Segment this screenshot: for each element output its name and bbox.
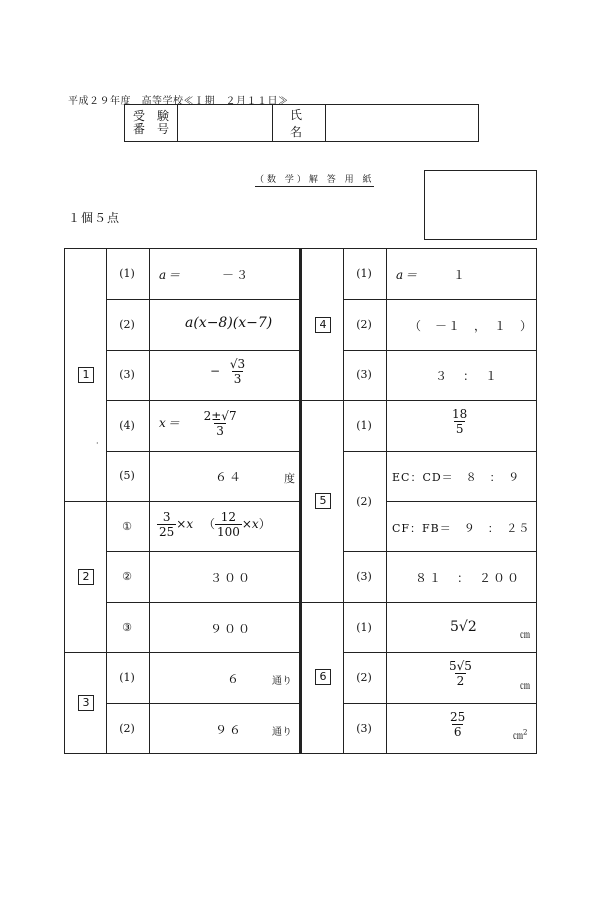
q1-3-number: (3) [119, 368, 135, 381]
q1-4-answer [159, 409, 239, 438]
answer-grid [64, 248, 537, 754]
q2-1-open-paren: （ [202, 517, 215, 531]
q5-1-fraction [450, 407, 469, 436]
q2-1-tail-a: ×x [176, 517, 194, 531]
q2-1-numerator-b: 12 [220, 510, 237, 524]
q4-1-number: (1) [356, 267, 372, 280]
q3-2-unit: 通り [272, 727, 292, 738]
q6-1-unit: ㎝ [520, 630, 530, 641]
q1-5-answer: ６４ [215, 470, 244, 484]
q1-2-answer: a(x−8)(x−7) [185, 315, 273, 331]
q1-2-number: (2) [119, 318, 135, 331]
q6-3-number: (3) [356, 722, 372, 735]
q2-1-tail-b: ×x [241, 517, 259, 531]
q1-3-answer [210, 357, 247, 386]
q6-3-unit-exponent: 2 [523, 728, 528, 737]
name-field[interactable] [326, 105, 479, 142]
q2-1-denominator-a: 25 [159, 525, 175, 539]
q1-1-number: (1) [119, 267, 135, 280]
q4-1-lhs: a＝ [396, 268, 420, 282]
question-4-label: 4 [315, 317, 331, 333]
exam-number-label [125, 105, 178, 142]
q4-2-answer: （ －１ ， １ ） [409, 319, 534, 333]
q6-3-unit-text: ㎝ [513, 731, 523, 742]
q1-3-numerator: √3 [229, 357, 246, 371]
q1-4-number: (4) [119, 419, 135, 432]
exam-number-label-bottom: 番 号 [132, 122, 169, 136]
q4-2-number: (2) [356, 318, 372, 331]
q1-3-denominator: 3 [233, 372, 242, 386]
q2-1-denominator-b: 100 [216, 525, 240, 539]
q3-2-answer: ９６ [215, 723, 244, 737]
exam-number-label-top: 受 験 [132, 109, 169, 123]
q5-1-denominator: 5 [455, 422, 464, 436]
q6-1-number: (1) [356, 621, 372, 634]
q1-1-value: －３ [221, 268, 250, 282]
q3-1-number: (1) [119, 671, 135, 684]
stray-mark: · [96, 439, 99, 448]
q1-1-lhs: a＝ [159, 268, 183, 282]
q4-3-answer: ３ ： １ [435, 369, 500, 383]
q3-1-answer: ６ [227, 672, 242, 686]
question-5-label: 5 [315, 493, 331, 509]
q6-3-numerator: 25 [450, 710, 466, 724]
q6-2-number: (2) [356, 671, 372, 684]
score-box[interactable] [424, 170, 537, 240]
points-note: １個５点 [68, 211, 121, 225]
q2-2-number: ② [122, 570, 132, 583]
q6-3-denominator: 6 [453, 725, 462, 739]
q2-3-answer: ９００ [210, 622, 253, 636]
name-label: 氏 名 [273, 105, 326, 142]
q1-3-fraction [228, 357, 247, 386]
q4-3-number: (3) [356, 368, 372, 381]
exam-header: 平成２９年度 高等学校≪Ｉ期 ２月１１日≫ [68, 96, 289, 107]
q6-2-fraction [447, 659, 474, 688]
q5-3-number: (3) [356, 570, 372, 583]
exam-number-field[interactable] [178, 105, 273, 142]
q4-1-answer [396, 266, 467, 283]
q6-2-denominator: 2 [456, 674, 465, 688]
q2-1-numerator-a: 3 [162, 510, 171, 524]
q5-3-answer: ８１ ： ２００ [415, 571, 522, 585]
q6-3-answer [448, 710, 467, 739]
q6-2-unit: ㎝ [520, 681, 530, 692]
q3-1-unit: 通り [272, 676, 292, 687]
q5-1-answer [450, 407, 469, 436]
q2-3-number: ③ [122, 621, 132, 634]
q6-2-answer [447, 659, 474, 688]
q2-1-close-paren: ） [258, 517, 271, 531]
q5-2-answer-ec-cd: EC：CD＝ ８ ： ９ [392, 471, 521, 484]
q5-2-answer-cf-fb: CF：FB＝ ９ ： ２５ [392, 522, 531, 535]
q4-1-value: １ [452, 268, 467, 282]
q1-4-numerator: 2±√7 [203, 409, 237, 423]
q1-4-fraction [202, 409, 239, 438]
q1-5-unit: 度 [284, 472, 295, 485]
sheet-title: （数 学）解 答 用 紙 [255, 172, 374, 187]
question-3-label: 3 [78, 695, 94, 711]
q2-1-fraction-a [157, 510, 176, 539]
q6-3-unit [513, 727, 527, 742]
question-2-label: 2 [78, 569, 94, 585]
examinee-info-table [124, 104, 479, 142]
question-6-label: 6 [315, 669, 331, 685]
question-1-label: 1 [78, 367, 94, 383]
q5-1-number: (1) [356, 419, 372, 432]
q2-2-answer: ３００ [210, 571, 253, 585]
q6-1-answer: 5√2 [450, 619, 477, 635]
q6-2-numerator: 5√5 [449, 659, 472, 673]
q1-3-sign: − [210, 364, 223, 378]
q3-2-number: (2) [119, 722, 135, 735]
q5-1-numerator: 18 [452, 407, 468, 421]
q2-1-answer [157, 510, 271, 539]
q5-2-number: (2) [356, 495, 372, 508]
q2-1-number: ① [122, 520, 132, 533]
q2-1-fraction-b [215, 510, 242, 539]
q6-3-fraction [448, 710, 467, 739]
q1-4-denominator: 3 [216, 424, 224, 438]
q1-1-answer [159, 266, 250, 283]
q1-5-number: (5) [119, 469, 135, 482]
q1-4-lhs: x＝ [159, 416, 182, 430]
